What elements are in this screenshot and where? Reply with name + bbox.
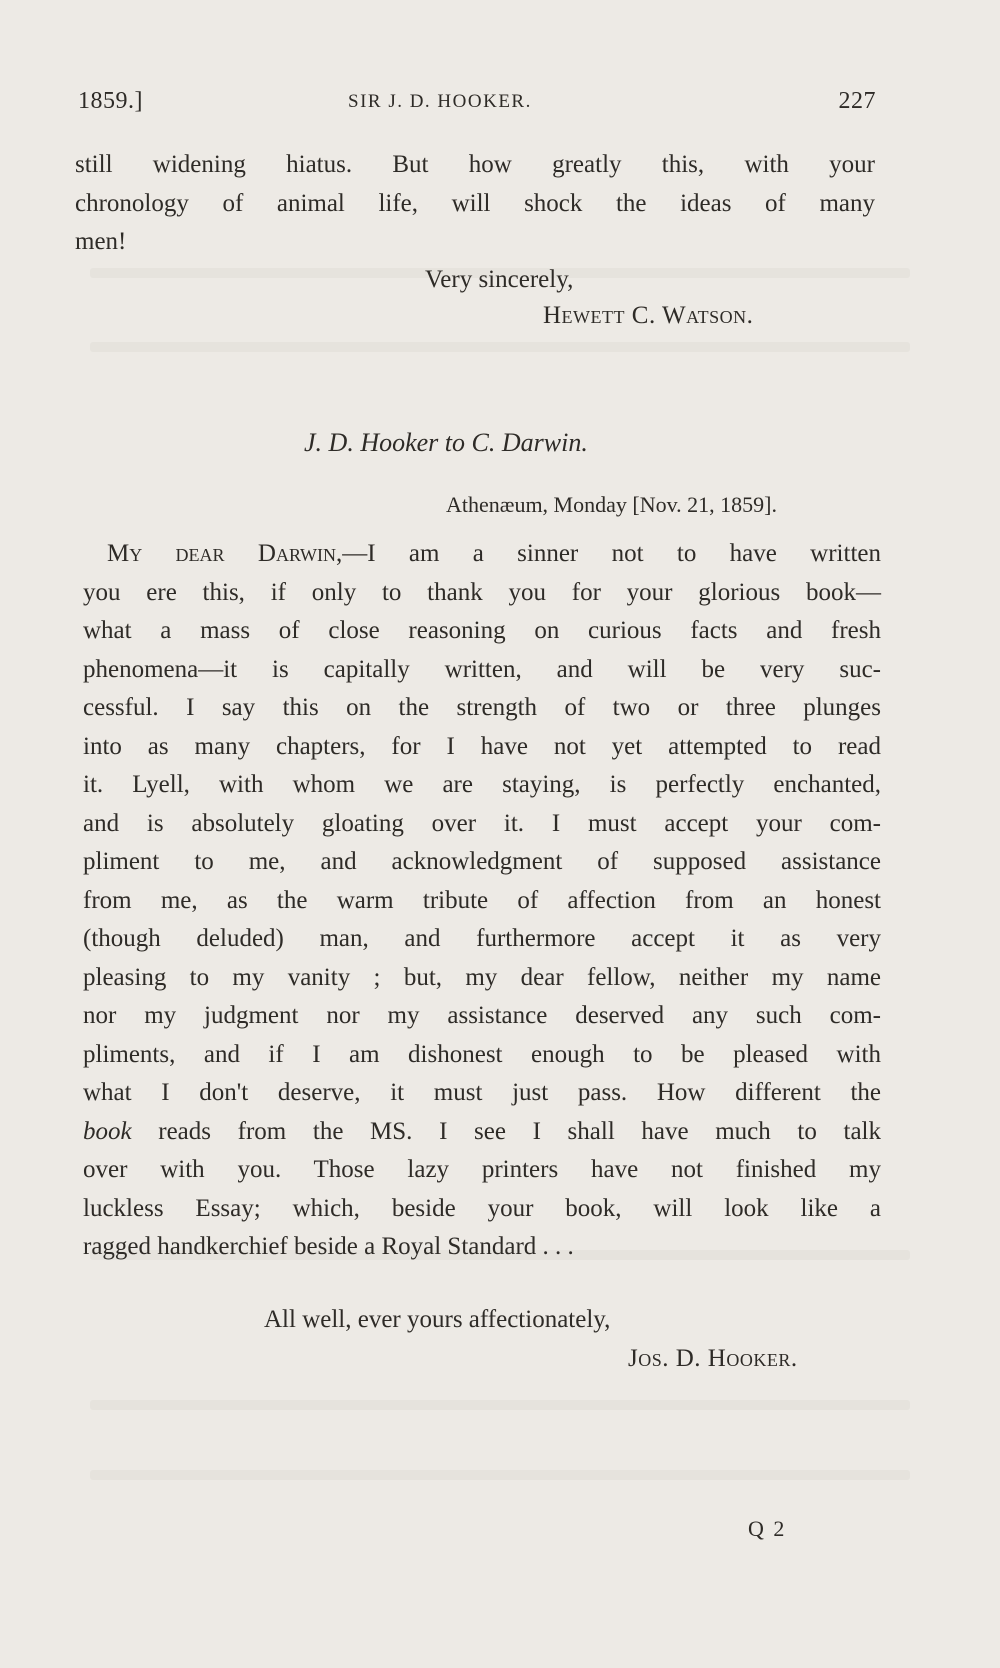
watson-signature: Hewett C. Watson. xyxy=(543,302,754,329)
page-header xyxy=(78,88,878,128)
continuation-paragraph xyxy=(75,146,875,262)
text-line: (though deluded) man, and furthermore accept it as very xyxy=(83,925,881,952)
letter-dateline: Athenæum, Monday [Nov. 21, 1859]. xyxy=(446,492,777,517)
letter-title: J. D. Hooker to C. Darwin. xyxy=(304,428,588,457)
text-line: pliments, and if I am dishonest enough to be pleased with xyxy=(83,1040,881,1068)
hooker-signature: Jos. D. Hooker. xyxy=(628,1345,798,1372)
text-line: men! xyxy=(75,228,127,255)
text-line: phenomena—it is capitally written, and will be very suc- xyxy=(83,655,881,683)
text-line: and is absolutely gloating over it. I must accept your com- xyxy=(83,809,881,837)
text-line: luckless Essay; which, beside your book, will look like a xyxy=(83,1194,881,1222)
italic-word: book xyxy=(83,1117,132,1145)
text-line: cessful. I say this on the strength of two or three plunges xyxy=(83,694,881,721)
show-through-mark xyxy=(90,1400,910,1410)
running-head: SIR J. D. HOOKER. xyxy=(348,91,532,112)
text-line: nor my judgment nor my assistance deserved any such com- xyxy=(83,1002,881,1029)
text-line-rest: —I am a sinner not to have written xyxy=(342,540,881,567)
text-line: pleasing to my vanity ; but, my dear fellow, neither my name xyxy=(83,963,881,991)
text-line xyxy=(83,1113,881,1152)
text-line: chronology of animal life, will shock the ideas of many xyxy=(75,189,875,217)
text-line: ragged handkerchief beside a Royal Standard . . . xyxy=(83,1233,574,1260)
show-through-mark xyxy=(90,342,910,352)
text-line: pliment to me, and acknowledgment of supposed assistance xyxy=(83,848,881,875)
text-line xyxy=(83,535,881,574)
text-line: over with you. Those lazy printers have not finished my xyxy=(83,1156,881,1183)
printer-signature-mark: Q 2 xyxy=(748,1516,787,1541)
text-line-rest: reads from the MS. I see I shall have much to talk xyxy=(158,1117,881,1145)
text-line: you ere this, if only to thank you for your glorious book— xyxy=(83,578,881,606)
text-line: into as many chapters, for I have not yet attempted to read xyxy=(83,732,881,760)
text-line: what a mass of close reasoning on curious facts and fresh xyxy=(83,617,881,644)
text-line: still widening hiatus. But how greatly this, with your xyxy=(75,151,875,178)
text-line: it. Lyell, with whom we are staying, is perfectly enchanted, xyxy=(83,771,881,798)
letter-body xyxy=(83,535,881,1267)
text-line: what I don't deserve, it must just pass. How different the xyxy=(83,1079,881,1106)
header-year: 1859.] xyxy=(78,88,143,114)
text-line: from me, as the warm tribute of affection from an honest xyxy=(83,886,881,914)
hooker-closing: All well, ever yours affectionately, xyxy=(264,1306,611,1333)
show-through-mark xyxy=(90,1470,910,1480)
page-number: 227 xyxy=(838,88,876,114)
watson-closing: Very sincerely, xyxy=(425,266,574,293)
letter-salutation: My dear Darwin, xyxy=(107,540,343,567)
